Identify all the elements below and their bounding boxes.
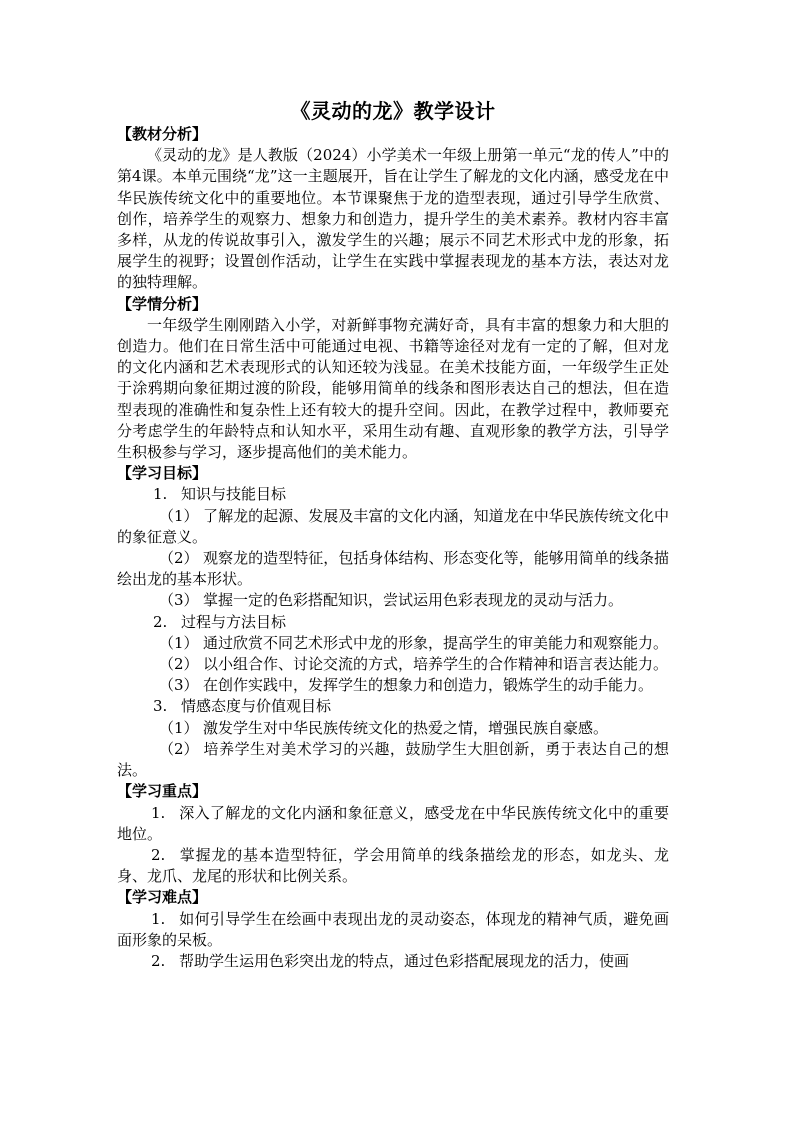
objective-item xyxy=(117,506,669,548)
section-heading-textbook-analysis: 【教材分析】 xyxy=(117,125,208,143)
difficulty-item xyxy=(117,951,669,972)
difficulty-number: 1. xyxy=(151,909,166,928)
objective-item xyxy=(117,718,669,739)
objective-item-number: （2） xyxy=(159,549,199,568)
objective-group-number: 2. xyxy=(153,612,168,631)
objective-item-number: （2） xyxy=(159,739,199,758)
key-point-number: 2. xyxy=(151,845,166,864)
objective-item xyxy=(117,675,669,696)
objective-item xyxy=(117,739,669,781)
objective-item-text: 了解龙的起源、发展及丰富的文化内涵，知道龙在中华民族传统文化中的象征意义。 xyxy=(117,506,669,546)
objective-group-label: 知识与技能目标 xyxy=(181,485,287,504)
objective-item-text: 通过欣赏不同艺术形式中龙的形象，提高学生的审美能力和观察能力。 xyxy=(203,633,669,652)
key-point-text: 掌握龙的基本造型特征，学会用简单的线条描绘龙的形态，如龙头、龙身、龙爪、龙尾的形状和比例关系。 xyxy=(117,845,669,886)
section-heading-key-points: 【学习重点】 xyxy=(117,782,208,801)
objective-group-label: 情感态度与价值观目标 xyxy=(181,697,332,716)
difficulty-number: 2. xyxy=(151,951,166,970)
objective-group-3 xyxy=(117,696,669,717)
objective-item-text: 培养学生对美术学习的兴趣，鼓励学生大胆创新，勇于表达自己的想法。 xyxy=(117,739,669,780)
key-point-item xyxy=(117,803,669,845)
objective-group-1 xyxy=(117,484,669,505)
key-point-text: 深入了解龙的文化内涵和象征意义，感受龙在中华民族传统文化中的重要地位。 xyxy=(117,803,669,843)
objective-group-number: 3. xyxy=(153,697,168,716)
objective-item xyxy=(117,548,669,590)
difficulty-item xyxy=(117,909,669,951)
document-title: 《灵动的龙》教学设计 xyxy=(290,99,496,123)
objective-group-number: 1. xyxy=(153,485,168,504)
key-point-number: 1. xyxy=(151,803,166,822)
objective-item-number: （1） xyxy=(159,633,199,652)
section-heading-learning-objectives: 【学习目标】 xyxy=(117,464,208,483)
objective-item-text: 在创作实践中，发挥学生的想象力和创造力，锻炼学生的动手能力。 xyxy=(203,676,654,695)
objective-item-number: （1） xyxy=(159,718,199,737)
objective-item-text: 掌握一定的色彩搭配知识，尝试运用色彩表现龙的灵动与活力。 xyxy=(203,591,624,610)
objective-item xyxy=(117,590,669,611)
objective-item xyxy=(117,633,669,654)
key-point-item xyxy=(117,845,669,887)
objective-group-label: 过程与方法目标 xyxy=(181,612,287,631)
objective-group-2 xyxy=(117,612,669,633)
document-page xyxy=(117,98,669,972)
objective-item xyxy=(117,654,669,675)
objective-item-text: 激发学生对中华民族传统文化的热爱之情，增强民族自豪感。 xyxy=(203,718,609,737)
difficulty-text: 帮助学生运用色彩突出龙的特点，通过色彩搭配展现龙的活力，使画 xyxy=(179,951,630,970)
objective-item-text: 观察龙的造型特征，包括身体结构、形态变化等，能够用简单的线条描绘出龙的基本形状。 xyxy=(117,549,669,589)
objective-item-number: （2） xyxy=(159,655,199,674)
objective-item-number: （1） xyxy=(159,506,199,525)
objective-item-text: 以小组合作、讨论交流的方式，培养学生的合作精神和语言表达能力。 xyxy=(203,655,669,674)
textbook-analysis-paragraph: 《灵动的龙》是人教版（2024）小学美术一年级上册第一单元“龙的传人”中的第4课。本单元围绕“龙”这一主题展开，旨在让学生了解龙的文化内涵，感受龙在中华民族传统文化中的重要地位。本节课聚焦于龙的造型表现，通过引导学生欣赏、创作，培养学生的观察力、想象力和创造力，提升学生的美术素养。教材内容丰富多样，从龙的传说故事引入，激发学生的兴趣；展示不同艺术形式中龙的形象，拓展学生的视野；设置创作活动，让学生在实践中掌握表现龙的基本方法，表达对龙的独特理解。 xyxy=(117,146,669,292)
learner-analysis-paragraph: 一年级学生刚刚踏入小学，对新鲜事物充满好奇，具有丰富的想象力和大胆的创造力。他们在日常生活中可能通过电视、书籍等途径对龙有一定的了解，但对龙的文化内涵和艺术表现形式的认知还较为浅显。在美术技能方面，一年级学生正处于涂鸦期向象征期过渡的阶段，能够用简单的线条和图形表达自己的想法，但在造型表现的准确性和复杂性上还有较大的提升空间。因此，在教学过程中，教师要充分考虑学生的年龄特点和认知水平，采用生动有趣、直观形象的教学方法，引导学生积极参与学习，逐步提高他们的美术能力。 xyxy=(117,315,669,462)
section-heading-difficulties: 【学习难点】 xyxy=(117,888,208,907)
objective-item-number: （3） xyxy=(159,676,199,695)
section-heading-learner-analysis: 【学情分析】 xyxy=(117,294,208,313)
objective-item-number: （3） xyxy=(159,591,199,610)
difficulty-text: 如何引导学生在绘画中表现出龙的灵动姿态，体现龙的精神气质，避免画面形象的呆板。 xyxy=(117,909,669,949)
